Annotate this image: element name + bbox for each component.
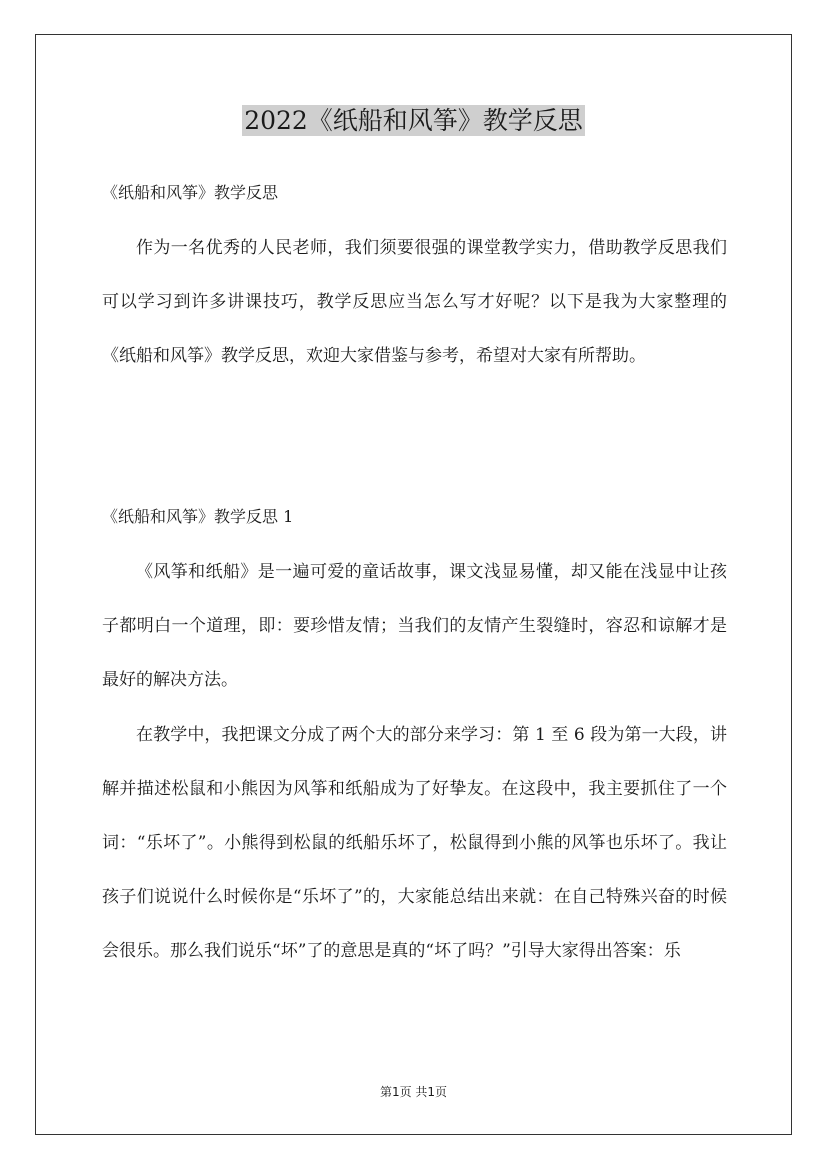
page-footer: 第1页 共1页	[379, 1085, 448, 1099]
section-paragraph: 在教学中，我把课文分成了两个大的部分来学习：第 1 至 6 段为第一大段，讲解并描述松鼠和小熊因为风筝和纸船成为了好挚友。在这段中，我主要抓住了一个词：“乐坏了”。小熊得到松鼠的纸船乐坏了，松鼠得到小熊的风筝也乐坏了。我让孩子们说说什么时候你是“乐坏了”的，大家能总结出来就：在自己特殊兴奋的时候会很乐。那么我们说乐“坏”了的意思是真的“坏了吗？”引导大家得出答案：乐	[102, 724, 727, 962]
intro-section	[102, 221, 727, 384]
document-title	[0, 103, 827, 139]
section-body	[102, 545, 727, 979]
intro-paragraph: 作为一名优秀的人民老师，我们须要很强的课堂教学实力，借助教学反思我们可以学习到许多讲课技巧，教学反思应当怎么写才好呢？以下是我为大家整理的《纸船和风筝》教学反思，欢迎大家借鉴与参考，希望对大家有所帮助。	[102, 238, 727, 367]
document-subtitle: 《纸船和风筝》教学反思	[102, 183, 279, 202]
section-heading: 《纸船和风筝》教学反思 1	[102, 507, 294, 526]
document-title-text: 2022《纸船和风筝》教学反思	[244, 106, 583, 135]
section-paragraph: 《风筝和纸船》是一遍可爱的童话故事，课文浅显易懂，却又能在浅显中让孩子都明白一个道理，即：要珍惜友情；当我们的友情产生裂缝时，容忍和谅解才是最好的解决方法。	[102, 562, 727, 691]
